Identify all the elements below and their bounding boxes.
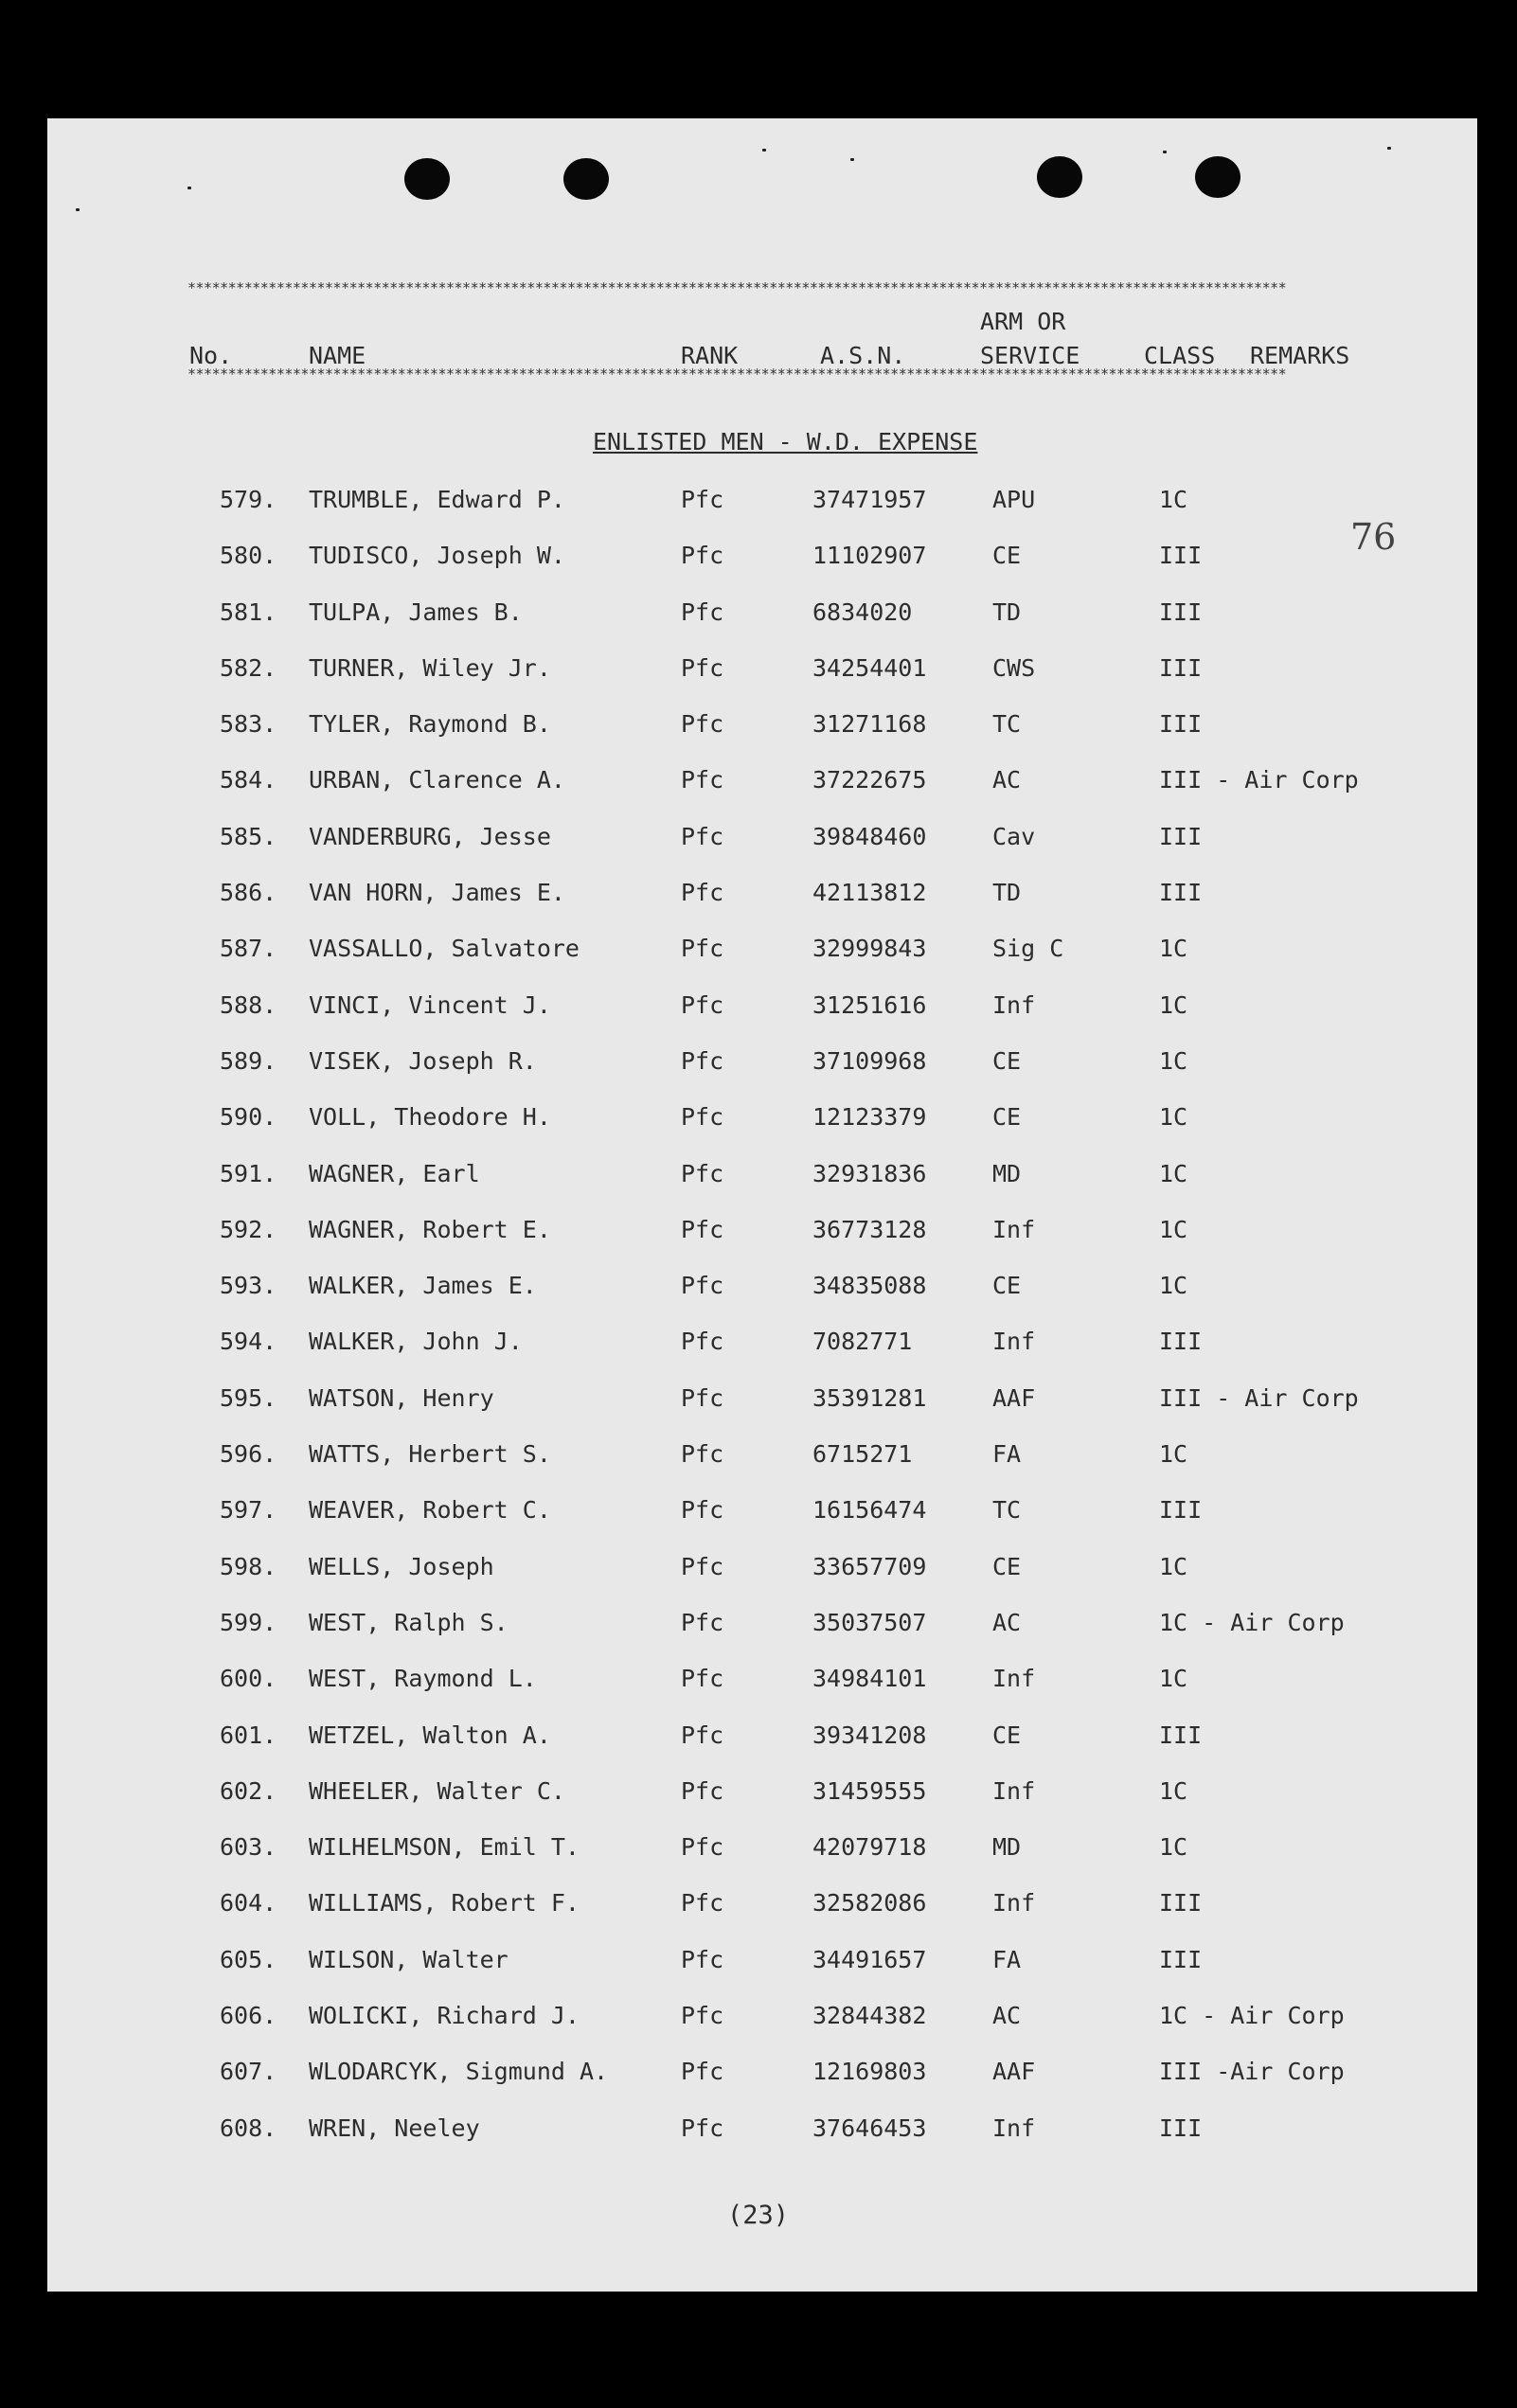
row-rank: Pfc	[681, 1046, 724, 1075]
punch-hole	[1037, 156, 1082, 198]
row-arm: TD	[992, 879, 1022, 907]
row-class: III	[1159, 2114, 1203, 2142]
table-row	[47, 1777, 1477, 1833]
row-number: 592.	[220, 1215, 277, 1243]
row-class: III	[1159, 653, 1203, 682]
row-rank: Pfc	[681, 935, 724, 963]
row-number: 594.	[220, 1328, 277, 1356]
row-class: III - Air Corp	[1159, 766, 1359, 794]
row-asn: 16156474	[812, 1496, 927, 1525]
row-number: 606.	[220, 2002, 277, 2030]
row-rank: Pfc	[681, 1608, 724, 1636]
row-number: 599.	[220, 1608, 277, 1636]
row-asn: 42079718	[812, 1833, 927, 1862]
row-asn: 35391281	[812, 1383, 927, 1412]
row-arm: APU	[992, 486, 1036, 513]
header-class: CLASS	[1144, 342, 1216, 369]
paper-speck	[1387, 147, 1391, 150]
row-class: 1C	[1159, 1046, 1188, 1075]
row-name: URBAN, Clarence A.	[309, 766, 565, 794]
table-row	[47, 1216, 1477, 1272]
row-name: WEST, Raymond L.	[309, 1665, 537, 1693]
row-number: 579.	[220, 486, 277, 513]
row-name: WILSON, Walter	[309, 1945, 509, 1973]
header-rank: RANK	[681, 342, 739, 369]
row-arm: Inf	[992, 1215, 1036, 1243]
row-arm: CE	[992, 1046, 1022, 1075]
table-row	[47, 879, 1477, 935]
row-number: 601.	[220, 1721, 277, 1749]
row-rank: Pfc	[681, 1665, 724, 1693]
row-class: III	[1159, 1496, 1203, 1525]
row-class: 1C	[1159, 1215, 1188, 1243]
row-class: III	[1159, 542, 1203, 570]
table-row	[47, 1665, 1477, 1721]
row-number: 589.	[220, 1046, 277, 1075]
table-row	[47, 1103, 1477, 1159]
row-asn: 32844382	[812, 2002, 927, 2030]
row-name: TRUMBLE, Edward P.	[309, 486, 565, 513]
row-rank: Pfc	[681, 542, 724, 570]
row-class: III	[1159, 1889, 1203, 1917]
row-asn: 32999843	[812, 935, 927, 963]
row-asn: 11102907	[812, 542, 927, 570]
row-asn: 31459555	[812, 1776, 927, 1805]
paper-speck	[850, 158, 854, 161]
row-arm: AC	[992, 2002, 1022, 2030]
row-arm: Inf	[992, 990, 1036, 1019]
row-arm: Inf	[992, 1889, 1036, 1917]
row-class: 1C	[1159, 1665, 1188, 1693]
row-class: 1C	[1159, 1272, 1188, 1300]
row-rank: Pfc	[681, 1833, 724, 1862]
row-name: VINCI, Vincent J.	[309, 990, 551, 1019]
row-class: III	[1159, 1945, 1203, 1973]
table-row	[47, 1609, 1477, 1665]
row-rank: Pfc	[681, 766, 724, 794]
row-arm: Inf	[992, 1776, 1036, 1805]
row-name: VISEK, Joseph R.	[309, 1046, 537, 1075]
row-arm: CE	[992, 1721, 1022, 1749]
row-rank: Pfc	[681, 1552, 724, 1580]
row-number: 582.	[220, 653, 277, 682]
punch-hole	[404, 158, 450, 200]
row-number: 583.	[220, 710, 277, 739]
row-name: WELLS, Joseph	[309, 1552, 494, 1580]
table-row	[47, 991, 1477, 1047]
row-arm: TC	[992, 710, 1022, 739]
row-class: 1C	[1159, 935, 1188, 963]
row-class: 1C	[1159, 486, 1188, 513]
row-class: III	[1159, 879, 1203, 907]
row-arm: AC	[992, 1608, 1022, 1636]
row-name: VANDERBURG, Jesse	[309, 822, 551, 850]
row-arm: CWS	[992, 653, 1036, 682]
row-asn: 37222675	[812, 766, 927, 794]
row-number: 596.	[220, 1440, 277, 1469]
table-row	[47, 1496, 1477, 1552]
table-row	[47, 823, 1477, 879]
row-class: 1C - Air Corp	[1159, 1608, 1345, 1636]
row-asn: 6834020	[812, 598, 913, 626]
table-row	[47, 654, 1477, 710]
row-arm: TC	[992, 1496, 1022, 1525]
row-rank: Pfc	[681, 653, 724, 682]
row-rank: Pfc	[681, 1328, 724, 1356]
row-class: 1C	[1159, 1440, 1188, 1469]
roster-table	[47, 486, 1477, 2170]
row-asn: 37646453	[812, 2114, 927, 2142]
row-arm: FA	[992, 1440, 1022, 1469]
row-number: 588.	[220, 990, 277, 1019]
row-number: 585.	[220, 822, 277, 850]
row-rank: Pfc	[681, 879, 724, 907]
row-name: WOLICKI, Richard J.	[309, 2002, 580, 2030]
row-asn: 12169803	[812, 2058, 927, 2086]
row-name: WETZEL, Walton A.	[309, 1721, 551, 1749]
table-row	[47, 598, 1477, 654]
row-asn: 37109968	[812, 1046, 927, 1075]
row-asn: 6715271	[812, 1440, 913, 1469]
row-asn: 39848460	[812, 822, 927, 850]
row-asn: 35037507	[812, 1608, 927, 1636]
row-name: WALKER, John J.	[309, 1328, 523, 1356]
row-rank: Pfc	[681, 1721, 724, 1749]
row-number: 593.	[220, 1272, 277, 1300]
row-asn: 33657709	[812, 1552, 927, 1580]
row-name: TURNER, Wiley Jr.	[309, 653, 551, 682]
row-arm: Inf	[992, 2114, 1036, 2142]
row-asn: 37471957	[812, 486, 927, 513]
row-number: 597.	[220, 1496, 277, 1525]
row-asn: 34254401	[812, 653, 927, 682]
row-asn: 34835088	[812, 1272, 927, 1300]
header-star-rule-top: ****************************************************************************************************************************************	[187, 279, 1287, 296]
header-no: No.	[189, 342, 233, 369]
row-arm: Sig C	[992, 935, 1064, 963]
table-row	[47, 542, 1477, 598]
row-number: 591.	[220, 1159, 277, 1187]
row-arm: AC	[992, 766, 1022, 794]
row-number: 608.	[220, 2114, 277, 2142]
document-page	[47, 118, 1477, 2292]
row-number: 581.	[220, 598, 277, 626]
paper-speck	[762, 149, 766, 152]
row-rank: Pfc	[681, 990, 724, 1019]
header-star-rule-bottom: ****************************************************************************************************************************************	[187, 366, 1287, 383]
row-rank: Pfc	[681, 1215, 724, 1243]
table-row	[47, 1272, 1477, 1328]
table-row	[47, 1160, 1477, 1216]
punch-hole	[1195, 156, 1240, 198]
row-rank: Pfc	[681, 2002, 724, 2030]
row-asn: 34491657	[812, 1945, 927, 1973]
row-name: VOLL, Theodore H.	[309, 1103, 551, 1132]
row-class: III	[1159, 822, 1203, 850]
table-row	[47, 1946, 1477, 2002]
row-name: VAN HORN, James E.	[309, 879, 565, 907]
table-row	[47, 1721, 1477, 1777]
row-rank: Pfc	[681, 1272, 724, 1300]
row-rank: Pfc	[681, 822, 724, 850]
margin-note: 76	[1350, 516, 1397, 558]
table-row	[47, 1889, 1477, 1945]
row-name: WEST, Ralph S.	[309, 1608, 509, 1636]
row-asn: 31251616	[812, 990, 927, 1019]
row-arm: TD	[992, 598, 1022, 626]
row-arm: CE	[992, 1272, 1022, 1300]
table-row	[47, 710, 1477, 766]
row-number: 587.	[220, 935, 277, 963]
row-number: 603.	[220, 1833, 277, 1862]
row-class: III	[1159, 1328, 1203, 1356]
table-row	[47, 2002, 1477, 2058]
row-class: III	[1159, 598, 1203, 626]
row-class: III	[1159, 1721, 1203, 1749]
row-arm: CE	[992, 1552, 1022, 1580]
row-name: WATSON, Henry	[309, 1383, 494, 1412]
row-number: 595.	[220, 1383, 277, 1412]
row-rank: Pfc	[681, 2058, 724, 2086]
header-remarks: REMARKS	[1250, 342, 1350, 369]
row-arm: Inf	[992, 1328, 1036, 1356]
row-number: 590.	[220, 1103, 277, 1132]
header-asn: A.S.N.	[820, 342, 906, 369]
row-rank: Pfc	[681, 1440, 724, 1469]
row-name: WILLIAMS, Robert F.	[309, 1889, 580, 1917]
row-arm: Cav	[992, 822, 1036, 850]
row-number: 602.	[220, 1776, 277, 1805]
row-class: III - Air Corp	[1159, 1383, 1359, 1412]
row-asn: 36773128	[812, 1215, 927, 1243]
header-arm-line2: SERVICE	[980, 342, 1080, 369]
table-row	[47, 1047, 1477, 1103]
row-rank: Pfc	[681, 1496, 724, 1525]
row-class: III -Air Corp	[1159, 2058, 1345, 2086]
row-rank: Pfc	[681, 598, 724, 626]
row-rank: Pfc	[681, 1889, 724, 1917]
row-class: III	[1159, 710, 1203, 739]
row-rank: Pfc	[681, 1945, 724, 1973]
row-name: WHEELER, Walter C.	[309, 1776, 565, 1805]
row-class: 1C - Air Corp	[1159, 2002, 1345, 2030]
table-row	[47, 1328, 1477, 1383]
row-rank: Pfc	[681, 1159, 724, 1187]
row-class: 1C	[1159, 990, 1188, 1019]
punch-hole	[563, 158, 609, 200]
row-arm: AAF	[992, 2058, 1036, 2086]
table-row	[47, 1440, 1477, 1496]
row-number: 604.	[220, 1889, 277, 1917]
table-row	[47, 2114, 1477, 2170]
row-asn: 34984101	[812, 1665, 927, 1693]
row-number: 605.	[220, 1945, 277, 1973]
row-rank: Pfc	[681, 1103, 724, 1132]
row-asn: 7082771	[812, 1328, 913, 1356]
row-name: WILHELMSON, Emil T.	[309, 1833, 580, 1862]
table-row	[47, 1384, 1477, 1440]
page-number: (23)	[727, 2201, 790, 2230]
row-arm: MD	[992, 1159, 1022, 1187]
row-number: 580.	[220, 542, 277, 570]
row-name: WATTS, Herbert S.	[309, 1440, 551, 1469]
table-row	[47, 935, 1477, 990]
row-class: 1C	[1159, 1159, 1188, 1187]
row-name: TULPA, James B.	[309, 598, 523, 626]
paper-speck	[1163, 151, 1167, 153]
row-asn: 39341208	[812, 1721, 927, 1749]
paper-speck	[76, 208, 80, 211]
row-name: TYLER, Raymond B.	[309, 710, 551, 739]
row-name: WEAVER, Robert C.	[309, 1496, 551, 1525]
row-number: 586.	[220, 879, 277, 907]
row-name: TUDISCO, Joseph W.	[309, 542, 565, 570]
row-asn: 12123379	[812, 1103, 927, 1132]
row-asn: 32931836	[812, 1159, 927, 1187]
row-number: 607.	[220, 2058, 277, 2086]
row-class: 1C	[1159, 1103, 1188, 1132]
row-rank: Pfc	[681, 710, 724, 739]
row-arm: FA	[992, 1945, 1022, 1973]
row-arm: Inf	[992, 1665, 1036, 1693]
row-number: 598.	[220, 1552, 277, 1580]
row-rank: Pfc	[681, 2114, 724, 2142]
row-asn: 31271168	[812, 710, 927, 739]
row-asn: 42113812	[812, 879, 927, 907]
row-asn: 32582086	[812, 1889, 927, 1917]
row-arm: MD	[992, 1833, 1022, 1862]
row-class: 1C	[1159, 1833, 1188, 1862]
table-row	[47, 486, 1477, 542]
row-arm: CE	[992, 542, 1022, 570]
row-arm: AAF	[992, 1383, 1036, 1412]
row-number: 600.	[220, 1665, 277, 1693]
row-name: WAGNER, Earl	[309, 1159, 480, 1187]
row-name: WAGNER, Robert E.	[309, 1215, 551, 1243]
row-name: WALKER, James E.	[309, 1272, 537, 1300]
table-row	[47, 1833, 1477, 1889]
row-name: WLODARCYK, Sigmund A.	[309, 2058, 609, 2086]
table-row	[47, 2058, 1477, 2114]
header-arm-line1: ARM OR	[980, 308, 1066, 335]
row-name: VASSALLO, Salvatore	[309, 935, 580, 963]
table-row	[47, 1553, 1477, 1609]
table-row	[47, 766, 1477, 822]
row-arm: CE	[992, 1103, 1022, 1132]
paper-speck	[187, 187, 191, 189]
header-name: NAME	[309, 342, 366, 369]
row-rank: Pfc	[681, 486, 724, 513]
row-name: WREN, Neeley	[309, 2114, 480, 2142]
row-rank: Pfc	[681, 1383, 724, 1412]
row-class: 1C	[1159, 1552, 1188, 1580]
row-rank: Pfc	[681, 1776, 724, 1805]
row-class: 1C	[1159, 1776, 1188, 1805]
section-title: ENLISTED MEN - W.D. EXPENSE	[593, 428, 978, 455]
row-number: 584.	[220, 766, 277, 794]
